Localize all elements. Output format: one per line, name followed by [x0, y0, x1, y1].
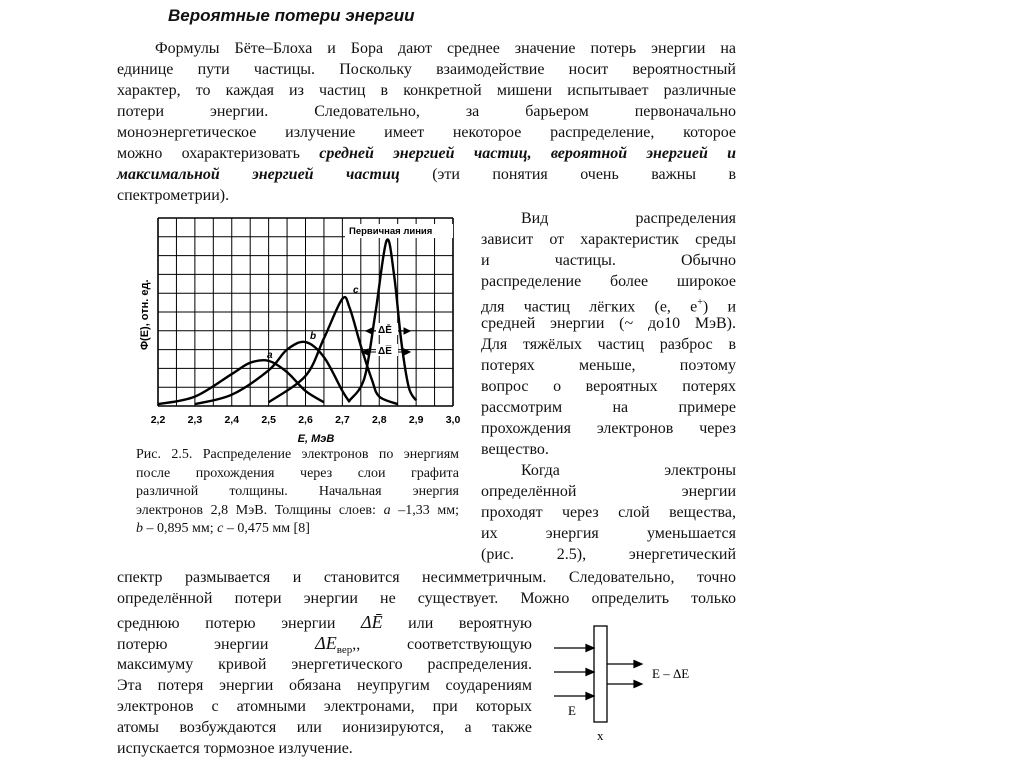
- text-line: средней энергии (~ до10 МэВ).: [481, 315, 736, 332]
- emphasis-text: средней энергией частиц, вероятной энергией и: [319, 145, 736, 162]
- x-tick-label: 2,6: [298, 414, 313, 426]
- emphasis-text: максимальной энергией частиц: [117, 166, 400, 183]
- input-energy-label: E: [568, 703, 576, 718]
- x-tick-label: 2,2: [150, 414, 166, 426]
- caption-line: b – 0,895 мм; c – 0,475 мм [8]: [136, 521, 310, 536]
- text-line: атомы возбуждаются или ионизируются, а также: [117, 719, 532, 736]
- text-line: рассмотрим на примере: [481, 399, 736, 416]
- chart-ticks: [151, 414, 461, 426]
- curve-первичная-линия: [350, 240, 416, 401]
- text-line: моноэнергетическое излучение имеет некоторое распределение, которое: [117, 124, 736, 141]
- text-line: Вид распределения: [521, 210, 736, 227]
- text-line: потерях меньше, поэтому: [481, 357, 736, 374]
- text-line: Для тяжёлых частиц разброс в: [481, 336, 736, 353]
- figure-caption: [136, 446, 459, 539]
- curve-label-a: a: [267, 350, 273, 361]
- text-line: Когда электроны: [521, 462, 736, 479]
- thickness-label: x: [597, 728, 604, 743]
- text-line: распределение более широкое: [481, 273, 736, 290]
- slab-diagram: [548, 618, 718, 748]
- x-tick-label: 2,3: [187, 414, 203, 426]
- text-line: потери энергии. Следовательно, за барьером первоначально: [117, 103, 736, 120]
- text-line: вопрос о вероятных потерях: [481, 378, 736, 395]
- text-line: Формулы Бёте–Блоха и Бора дают среднее значение потерь энергии на: [155, 40, 736, 57]
- right-column-paragraph: [481, 208, 736, 565]
- x-tick-label: 2,8: [371, 414, 387, 426]
- incident-arrows: [554, 645, 594, 700]
- x-axis-label: E, МэВ: [297, 433, 335, 445]
- text-line: (рис. 2.5), энергетический: [481, 546, 736, 563]
- text-line: вещество.: [481, 441, 549, 458]
- x-tick-label: 2,5: [261, 414, 276, 426]
- text-line: максимуму кривой энергетического распределения.: [117, 656, 532, 673]
- x-tick-label: 2,4: [224, 414, 240, 426]
- text-line: электронов с атомными электронами, при которых: [117, 698, 532, 715]
- text-line: потерю энергии $\Delta E_{вер}$,, соответствующую: [117, 633, 532, 657]
- text-line: единице пути частицы. Поскольку взаимодействие носит вероятностный: [117, 61, 736, 78]
- caption-line: Рис. 2.5. Распределение электронов по энергиям: [136, 447, 459, 462]
- output-energy-label: E – ΔE: [652, 666, 690, 681]
- absorber-slab: [594, 626, 607, 722]
- text-line: и частицы. Обычно: [481, 252, 736, 269]
- caption-line: электронов 2,8 МэВ. Толщины слоев: a –1,33 мм;: [136, 502, 459, 518]
- primary-line-label: Первичная линия: [349, 226, 433, 237]
- energy-distribution-chart: [120, 210, 470, 445]
- mean-loss-label: ΔĒ: [378, 325, 392, 336]
- bottom-paragraph: [117, 612, 532, 759]
- text-line: максимальной энергией частиц (эти понятия очень важны в: [117, 166, 737, 183]
- text-line: прохождения электронов через: [481, 420, 736, 437]
- text-line: Эта потеря энергии обязана неупругим соударениям: [117, 677, 532, 694]
- text-line: определённой потери энергии не существует. Можно определить только: [117, 590, 736, 607]
- curve-label-b: b: [310, 331, 317, 342]
- probable-loss-label: ΔE̅: [378, 346, 392, 357]
- text-line: их энергия уменьшается: [481, 525, 736, 542]
- x-tick-label: 2,7: [335, 414, 350, 426]
- caption-line: различной толщины. Начальная энергия: [136, 484, 459, 499]
- transmitted-arrows: [607, 661, 642, 688]
- text-line: определённой энергии: [481, 483, 736, 500]
- text-line: спектр размывается и становится несимметричным. Следовательно, точно: [117, 569, 736, 586]
- text-line: зависит от характеристик среды: [481, 231, 736, 248]
- text-line: можно охарактеризовать средней энергией частиц, вероятной энергией и: [117, 145, 736, 162]
- x-tick-label: 3,0: [445, 414, 461, 426]
- continuation-paragraph: [117, 567, 736, 609]
- chart-grid: [158, 218, 453, 406]
- section-heading: Вероятные потери энергии: [168, 6, 415, 25]
- text-line: характер, то каждая из частиц в конкретной мишени испытывает различные: [117, 82, 736, 99]
- y-axis-label: Φ(E), отн. ед.: [139, 279, 151, 350]
- x-tick-label: 2,9: [408, 414, 424, 426]
- curve-label-c: c: [353, 285, 359, 296]
- text-line: среднюю потерю энергии ΔĒ или вероятную: [117, 612, 533, 632]
- text-line: проходят через слой вещества,: [481, 504, 736, 521]
- text-line: спектрометрии).: [117, 187, 230, 204]
- intro-paragraph: [117, 38, 736, 206]
- text-line: для частиц лёгких (e, e+) и: [481, 297, 736, 316]
- text-line: испускается тормозное излучение.: [117, 740, 353, 757]
- caption-line: после прохождения через слои графита: [136, 465, 459, 481]
